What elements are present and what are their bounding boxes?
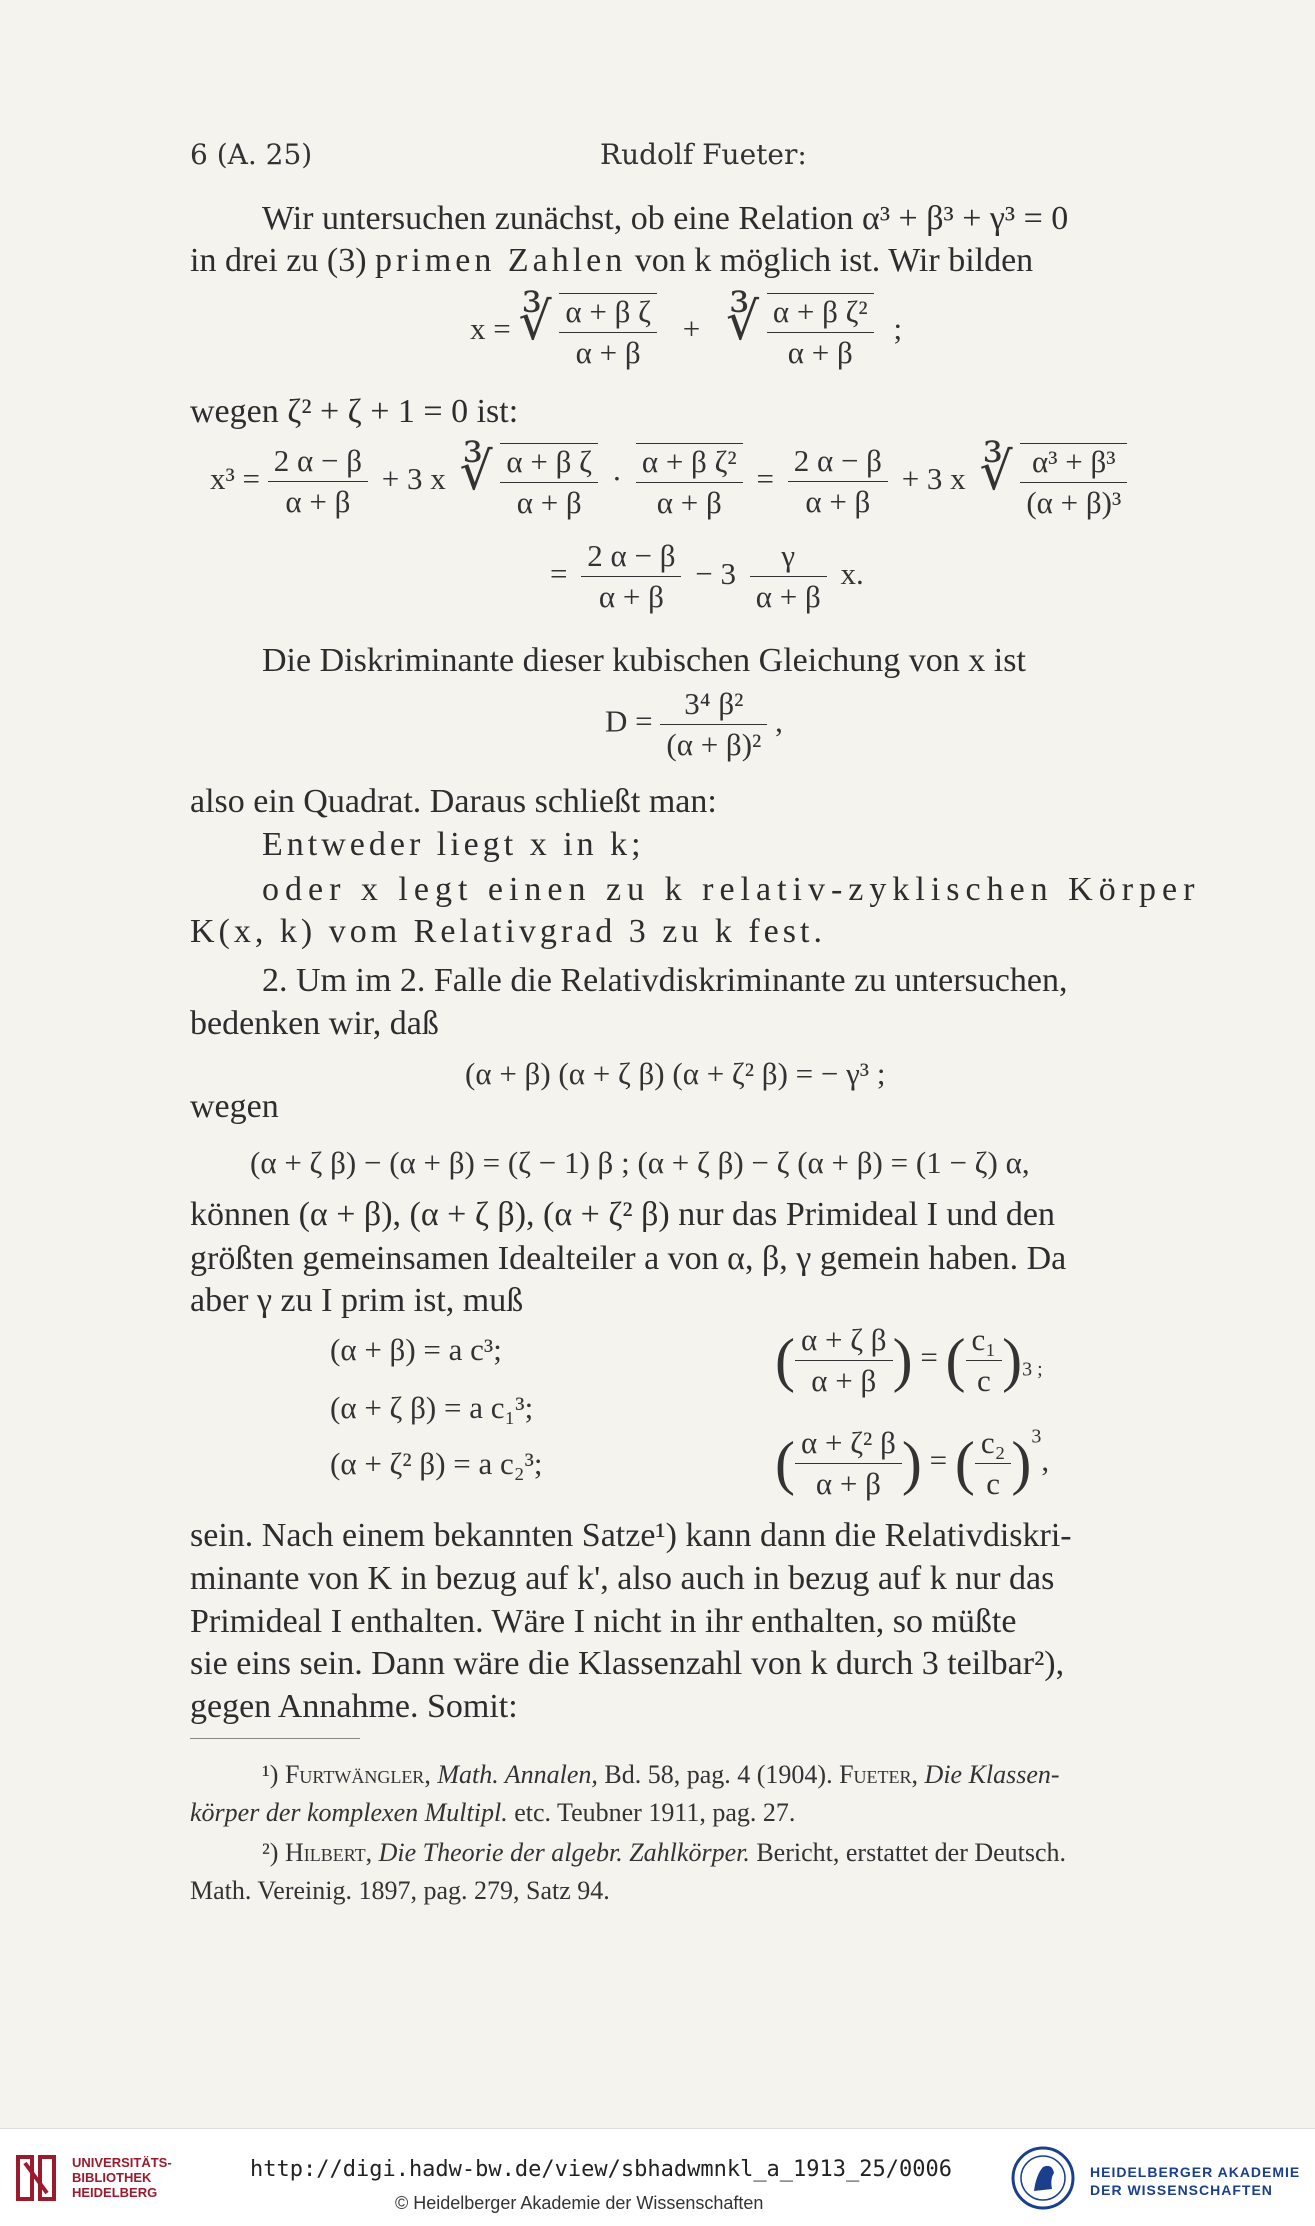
citation: Bericht, erstattet der Deutsch. [749, 1838, 1067, 1867]
text-line: oder x legt einen zu k relativ-zyklischen Körper [262, 871, 1201, 908]
fraction [966, 1322, 1003, 1399]
text-line: sie eins sein. Dann wäre die Klassenzahl von k durch 3 teilbar²), [190, 1645, 1065, 1682]
library-name-line: UNIVERSITÄTS- [72, 2155, 172, 2170]
academy-name [1090, 2163, 1300, 2199]
denominator: α + β [575, 334, 641, 370]
text-run: von k möglich ist. Wir bilden [626, 242, 1034, 279]
text-line: aber γ zu I prim ist, muß [190, 1282, 524, 1319]
term: + 3 x [381, 461, 446, 496]
digitization-footer [0, 2128, 1315, 2226]
text-line: also ein Quadrat. Daraus schließt man: [190, 783, 717, 820]
eq-lhs: x³ = [210, 461, 261, 496]
comma: , [1041, 1442, 1050, 1478]
fraction [975, 1425, 1012, 1502]
library-name-line: HEIDELBERG [72, 2185, 158, 2200]
text-line: minante von K in bezug auf k', also auch in bezug auf k nur das [190, 1560, 1055, 1597]
denominator: α + β [805, 484, 871, 520]
footnote-2-line-2: Math. Vereinig. 1897, pag. 279, Satz 94. [190, 1876, 610, 1905]
permalink-url[interactable]: http://digi.hadw-bw.de/view/sbhadwmnkl_a_1913_25/0006 [250, 2157, 952, 2182]
numerator: α + β ζ [559, 294, 657, 333]
footnote-mark: ²) [262, 1838, 279, 1867]
term: + 3 x [901, 461, 966, 496]
numerator: α + ζ² β [795, 1425, 902, 1464]
equals-sign: = [920, 1339, 938, 1375]
fraction [788, 443, 888, 520]
eq-lhs: D = [605, 703, 653, 739]
numerator: 2 α − β [788, 443, 888, 482]
text-line: K(x, k) vom Relativgrad 3 zu k fest. [190, 913, 826, 950]
footnote-2 [262, 1838, 1066, 1868]
footnote-mark: ¹) [262, 1760, 279, 1789]
equation-ideal-1: (α + β) = a c³; [330, 1332, 502, 1367]
fraction [660, 686, 767, 763]
title: Die Theorie der algebr. Zahlkörper. [372, 1838, 750, 1867]
equation-quotient-1: ( $\frac{\text{α + ζ β}}{\alpha + \beta}$ ) = ( $\frac{\text{c₁}}{c}$ )$_{3 ;}$ [775, 1322, 1043, 1398]
fraction [636, 443, 743, 521]
denominator: (α + β)³ [1026, 484, 1122, 520]
equals-sign: = [929, 1442, 948, 1478]
numerator: α + β ζ² [636, 444, 743, 483]
fraction [581, 538, 681, 615]
library-name-line: BIBLIOTHEK [72, 2170, 152, 2185]
numerator: 2 α − β [581, 538, 681, 577]
numerator: c₂ [975, 1425, 1012, 1464]
numerator: 3⁴ β² [660, 686, 767, 725]
numerator: γ [750, 538, 827, 577]
fraction [1020, 443, 1127, 521]
denominator: c [976, 1363, 991, 1398]
text-run: in drei zu (3) [190, 242, 376, 279]
equation-ideal-2: (α + ζ β) = a c₁³; [330, 1390, 534, 1425]
plus-sign: + [682, 311, 701, 346]
fraction [268, 443, 368, 520]
equation-ideal-3: (α + ζ² β) = a c₂³; [330, 1446, 543, 1481]
fraction [500, 443, 598, 521]
text-line: gegen Annahme. Somit: [190, 1688, 518, 1725]
fraction [795, 1425, 902, 1502]
numerator: 2 α − β [268, 443, 368, 482]
title: körper der komplexen Multipl. [190, 1798, 508, 1827]
equation-x [470, 292, 902, 371]
denominator: α + β [598, 579, 664, 614]
text-line: Die Diskriminante dieser kubischen Gleichung von x ist [262, 642, 1026, 679]
numerator: α + ζ β [795, 1322, 893, 1361]
cube-root-sign: ∛ [459, 444, 493, 501]
denominator: α + β [755, 579, 821, 614]
denominator: α + β [787, 334, 853, 370]
text-line [190, 242, 1033, 280]
equation-differences: (α + ζ β) − (α + β) = (ζ − 1) β ; (α + ζ β) − ζ (α + β) = (1 − ζ) α, [250, 1145, 1030, 1180]
author: Fueter, [839, 1760, 919, 1789]
academy-name-line: HEIDELBERGER AKADEMIE [1090, 2164, 1301, 2180]
citation: Bd. 58, pag. 4 (1904). [597, 1760, 840, 1789]
text-line: größten gemeinsamen Idealteiler a von α, β, γ gemein haben. Da [190, 1240, 1067, 1277]
text-line: Entweder liegt x in k; [262, 826, 645, 863]
semicolon: ; [893, 311, 903, 346]
cube-root-sign: ∛ [725, 294, 760, 351]
numerator: α³ + β³ [1020, 444, 1127, 483]
running-title: Rudolf Fueter: [600, 138, 807, 171]
denominator: α + β [656, 484, 722, 520]
fraction [559, 293, 657, 371]
fraction [750, 538, 827, 615]
academy-name-line: DER WISSENSCHAFTEN [1090, 2182, 1273, 2198]
denominator: α + β [516, 484, 582, 520]
academy-logo[interactable] [1010, 2141, 1310, 2216]
library-logo-icon [12, 2153, 60, 2203]
text-line: wegen [190, 1088, 279, 1125]
title: Die Klassen- [918, 1760, 1060, 1789]
numerator: α + β ζ [500, 444, 598, 483]
text-line: 2. Um im 2. Falle die Relativdiskriminante zu untersuchen, [262, 962, 1068, 999]
denominator: α + β [815, 1466, 881, 1501]
copyright-notice: © Heidelberger Akademie der Wissenschaften [395, 2193, 764, 2213]
equals-sign: = [756, 461, 774, 496]
numerator: α + β ζ² [767, 294, 874, 333]
text-line: bedenken wir, daß [190, 1005, 439, 1042]
denominator: α + β [811, 1363, 877, 1398]
text-line: können (α + β), (α + ζ β), (α + ζ² β) nur das Primideal I und den [190, 1196, 1055, 1233]
comma: , [775, 703, 783, 739]
equation-product: (α + β) (α + ζ β) (α + ζ² β) = − γ³ ; [465, 1056, 886, 1091]
citation: etc. Teubner 1911, pag. 27. [507, 1798, 796, 1827]
library-name [72, 2155, 172, 2200]
eq-lhs: x = [470, 311, 511, 346]
denominator: c [986, 1466, 1000, 1501]
footnote-rule [190, 1738, 360, 1739]
cube-root-sign: ∛ [518, 294, 552, 351]
denominator: (α + β)² [666, 727, 762, 762]
denominator: α + β [285, 484, 351, 520]
exponent: 3 ; [1022, 1358, 1043, 1381]
academy-seal-icon [1010, 2145, 1076, 2211]
fraction [767, 293, 874, 371]
text-line: sein. Nach einem bekannten Satze¹) kann dann die Relativdiskri- [190, 1517, 1072, 1554]
term: x. [840, 555, 864, 591]
footnote-1-line-2 [190, 1798, 795, 1828]
equals-sign: = [550, 555, 568, 591]
author: Furtwängler, [284, 1760, 431, 1789]
page-reference: 6 (A. 25) [190, 138, 313, 171]
exponent: 3 [1031, 1425, 1042, 1448]
equation-x-cubed-continued [550, 538, 864, 615]
title: Math. Annalen, [437, 1760, 598, 1789]
text-line: wegen ζ² + ζ + 1 = 0 ist: [190, 393, 519, 430]
cube-root-sign: ∛ [979, 444, 1013, 501]
emphasis: primen Zahlen [375, 242, 627, 279]
equation-discriminant [605, 686, 783, 763]
university-library-logo[interactable] [12, 2149, 212, 2209]
fraction [795, 1322, 893, 1399]
text-line: Wir untersuchen zunächst, ob eine Relation α³ + β³ + γ³ = 0 [262, 200, 1069, 237]
footnote-1 [262, 1760, 1060, 1790]
equation-quotient-2: ( $\frac{\text{α + ζ² β}}{\alpha + \beta}$ ) = ( $\frac{\text{c₂}}{c}$ )$^3$, [775, 1425, 1050, 1501]
dot-operator: · [611, 461, 623, 496]
equation-x-cubed [210, 442, 1127, 521]
term: − 3 [695, 555, 736, 591]
text-line: Primideal I enthalten. Wäre I nicht in ihr enthalten, so müßte [190, 1603, 1017, 1640]
author: Hilbert, [284, 1838, 373, 1867]
numerator: c₁ [966, 1322, 1003, 1361]
